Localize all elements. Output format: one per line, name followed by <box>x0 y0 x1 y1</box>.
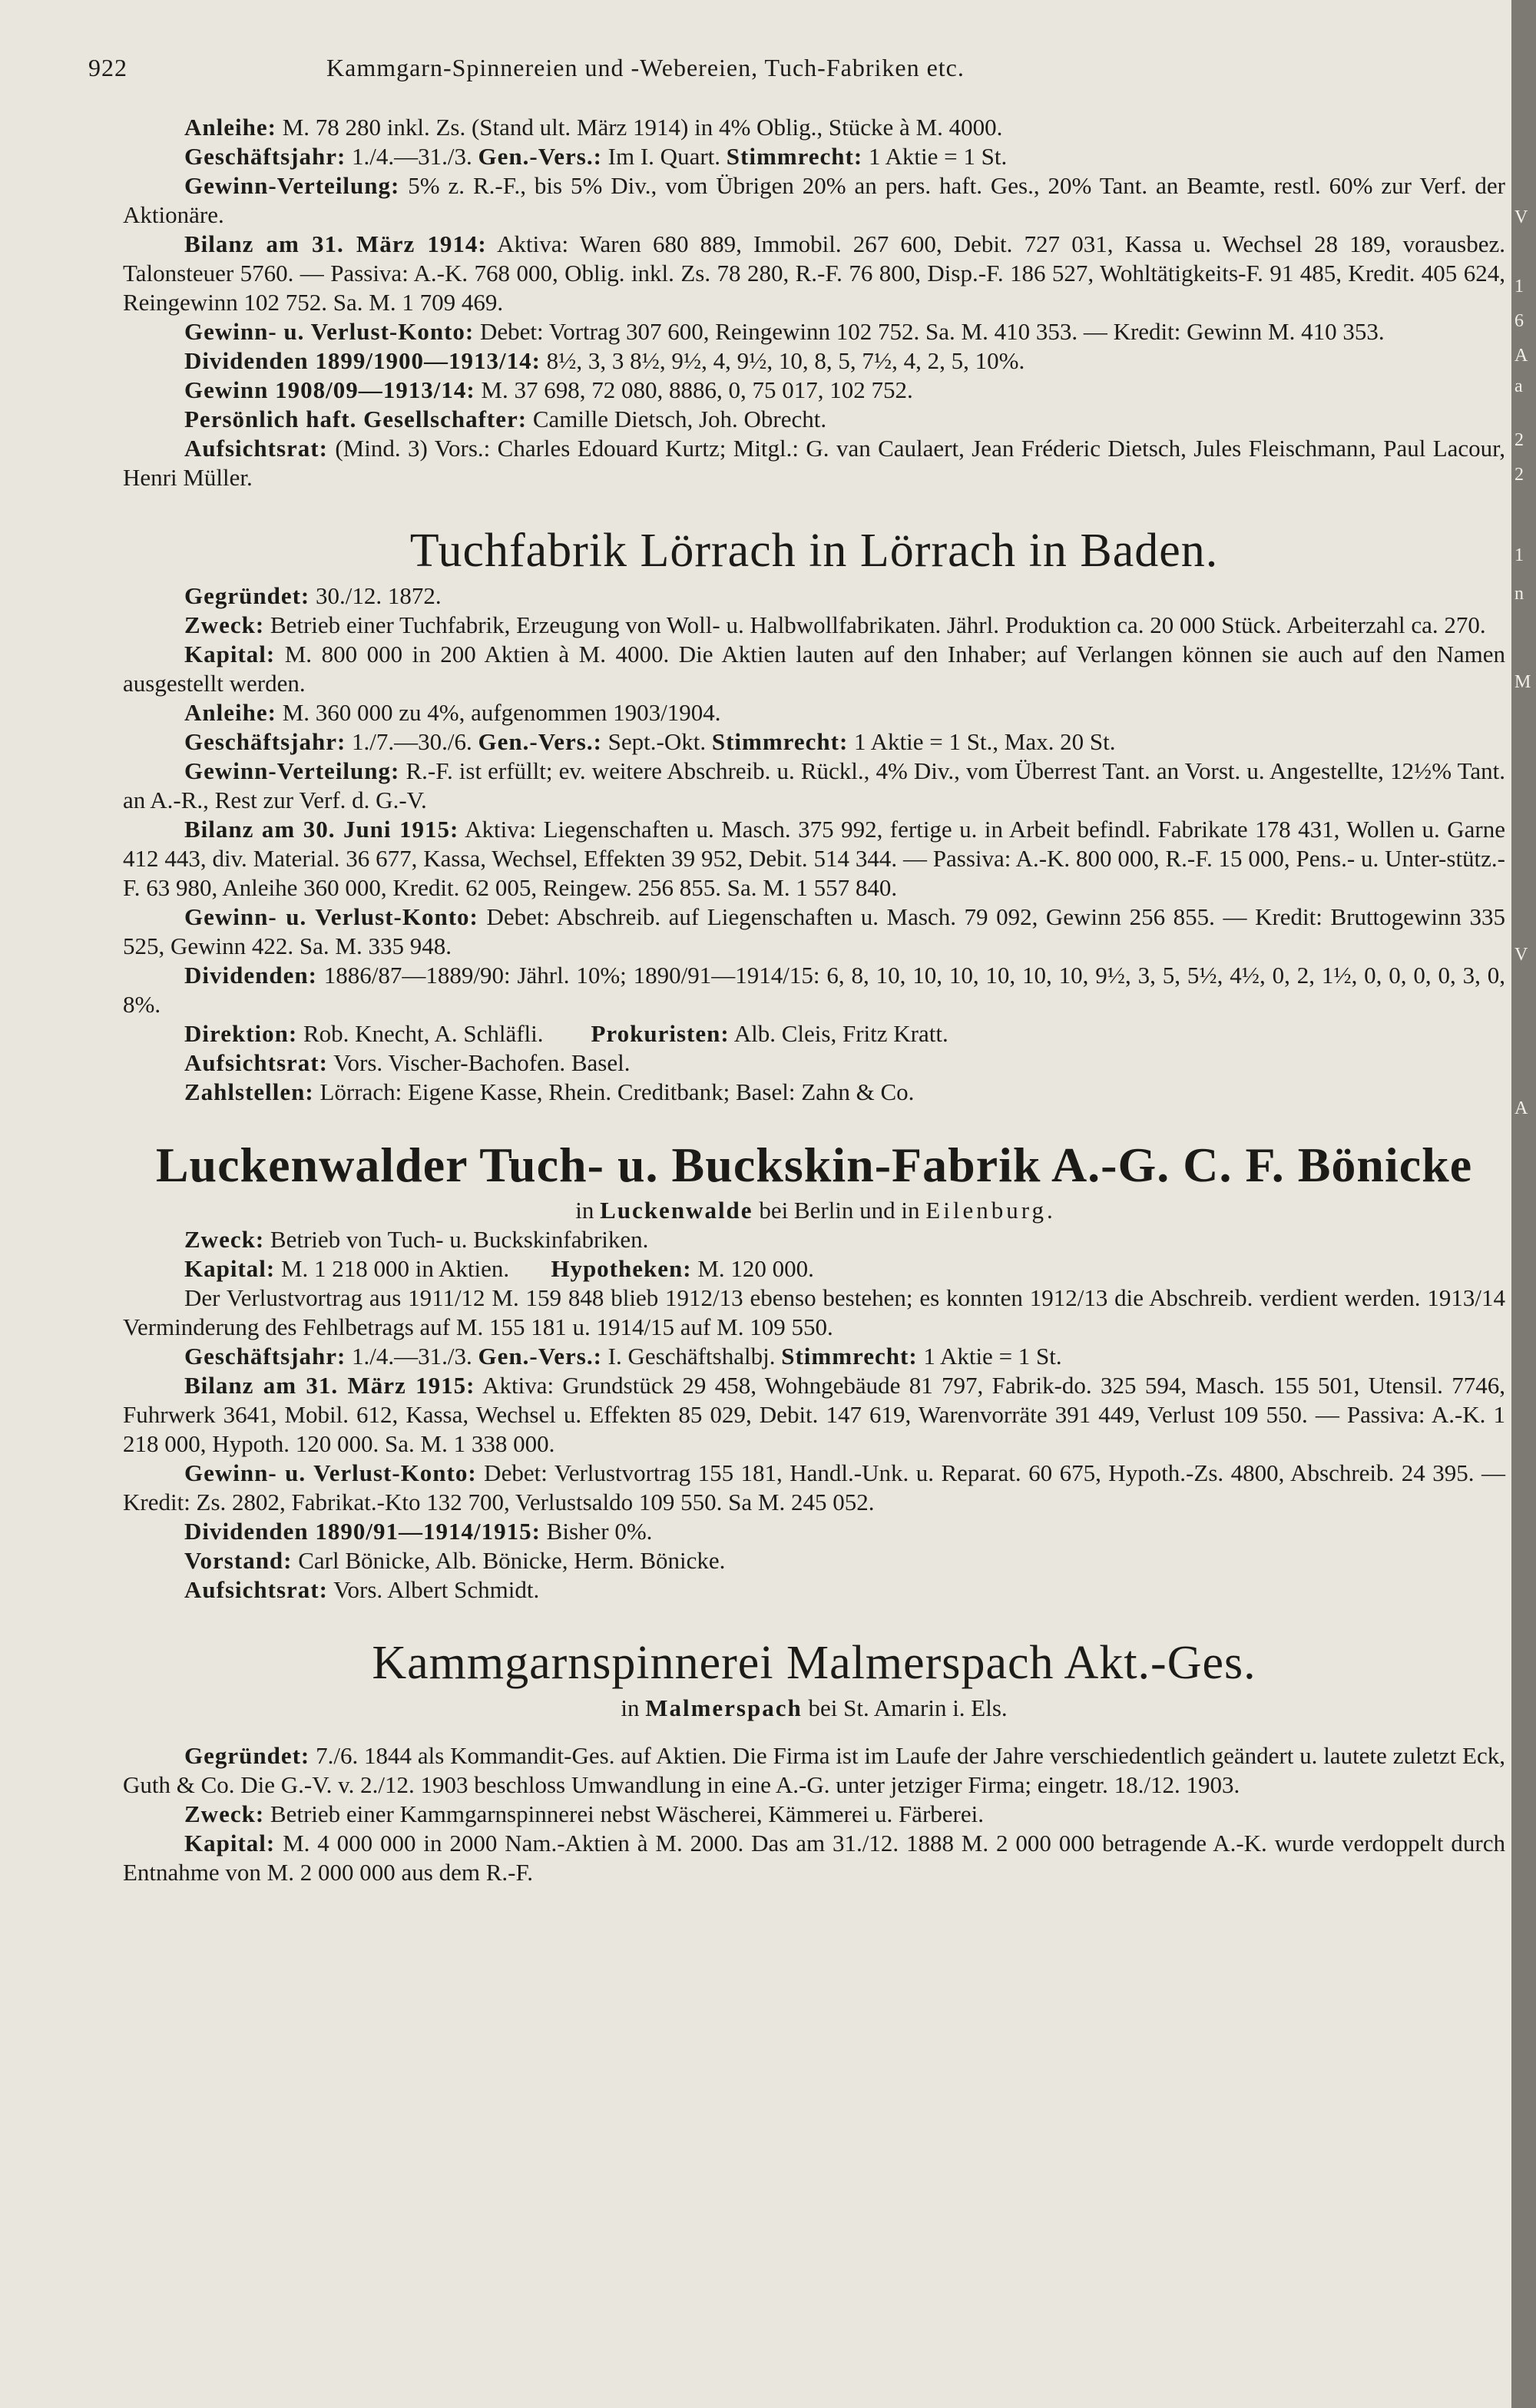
label: Gen.-Vers.: <box>478 728 602 755</box>
text: 5% z. R.-F., bis 5% Div., vom Übrigen 20% an pers. haft. Ges., 20% Tant. an Beamte, restl. 60% zur Verf. der Aktionäre. <box>123 172 1505 228</box>
edge-letter: 1 <box>1514 545 1524 565</box>
text: Aktiva: Liegenschaften u. Masch. 375 992, fertige u. in Arbeit befindl. Fabrikate 178 431, Wollen u. Garne 412 443, div. Material. 36 677, Kassa, Wechsel, Effekten 39 952, Debit. 514 344. — Passiva: A.-K. 800 000, R.-F. 15 000, Pens.- u. Unter-stütz.-F. 63 980, Anleihe 360 000, Kredit. 62 005, Reingew. 256 855. Sa. M. 1 557 840. <box>123 816 1505 901</box>
label: Gewinn 1908/09—1913/14: <box>184 376 475 403</box>
label: Dividenden: <box>184 962 317 989</box>
text: Aktiva: Waren 680 889, Immobil. 267 600, Debit. 727 031, Kassa u. Wechsel 28 189, vorausbez. Talonsteuer 5760. — Passiva: A.-K. 768 000, Oblig. inkl. Zs. 78 280, R.-F. 76 800, Disp.-F. 186 527, Wohltätigkeits-F. 91 485, Kredit. 405 624, Reingewinn 102 752. Sa. M. 1 709 469. <box>123 230 1506 316</box>
label: Stimmrecht: <box>711 728 849 755</box>
label: Stimmrecht: <box>781 1343 918 1370</box>
edge-letter: n <box>1514 584 1524 604</box>
text: Carl Bönicke, Alb. Bönicke, Herm. Bönicke. <box>292 1547 726 1574</box>
edge-letter: 6 <box>1514 311 1524 331</box>
label: Gewinn- u. Verlust-Konto: <box>184 318 475 345</box>
dividenden-entry <box>123 1517 1505 1546</box>
place: Eilenburg <box>925 1197 1047 1224</box>
label: Direktion: <box>184 1020 298 1047</box>
company-title: Luckenwalder Tuch- u. Buckskin-Fabrik A.-G. C. F. Bönicke <box>155 1138 1473 1192</box>
kapital-entry <box>123 1254 1505 1283</box>
text: R.-F. ist erfüllt; ev. weitere Abschreib. u. Rückl., 4% Div., vom Überrest Tant. an Vorst. u. Angestellte, 12½% Tant. an A.-R., Rest zur Verf. d. G.-V. <box>123 757 1505 813</box>
text: 1./4.—31./3. <box>346 143 478 170</box>
label: Persönlich haft. Gesellschafter: <box>184 406 528 432</box>
text: 8½, 3, 3 8½, 9½, 4, 9½, 10, 8, 5, 7½, 4, 2, 5, 10%. <box>540 347 1025 374</box>
geschaeftsjahr-entry <box>123 1342 1505 1371</box>
zweck-entry <box>123 611 1505 640</box>
text: Im I. Quart. <box>601 143 727 170</box>
text: Betrieb einer Tuchfabrik, Erzeugung von Woll- u. Halbwollfabrikaten. Jährl. Produktion ca. 20 000 Stück. Arbeiterzahl ca. 270. <box>264 611 1486 638</box>
label: Kapital: <box>184 1255 276 1282</box>
label: Kapital: <box>184 641 276 667</box>
text: 1886/87—1889/90: Jährl. 10%; 1890/91—1914/15: 6, 8, 10, 10, 10, 10, 10, 10, 9½, 3, 5, 5½, 4½, 0, 2, 1½, 0, 0, 0, 0, 3, 0, 8%. <box>123 962 1505 1018</box>
text: 7./6. 1844 als Kommandit-Ges. auf Aktien. Die Firma ist im Laufe der Jahre verschiedentlich geändert u. lautete zuletzt Eck, Guth & Co. Die G.-V. v. 2./12. 1903 beschloss Umwandlung in eine A.-G. unter jetziger Firma; eingetr. 18./12. 1903. <box>123 1742 1505 1798</box>
label: Bilanz am 31. März 1915: <box>184 1372 475 1399</box>
edge-letter: M <box>1514 672 1531 692</box>
text: M. 800 000 in 200 Aktien à M. 4000. Die Aktien lauten auf den Inhaber; auf Verlangen können sie auch auf den Namen ausgestellt werden. <box>123 641 1505 697</box>
kapital-entry <box>123 640 1505 698</box>
persoenlich-entry <box>123 405 1505 434</box>
running-header <box>88 54 1505 82</box>
text: M. 4 000 000 in 2000 Nam.-Aktien à M. 2000. Das am 31./12. 1888 M. 2 000 000 betragende A.-K. wurde verdoppelt durch Entnahme von M. 2 000 000 aus dem R.-F. <box>123 1830 1505 1886</box>
text: M. 120 000. <box>691 1255 814 1282</box>
dividenden-entry <box>123 961 1505 1019</box>
content <box>88 54 1506 1887</box>
text: Aktiva: Grundstück 29 458, Wohngebäude 81 797, Fabrik-do. 325 594, Masch. 155 501, Utensil. 7746, Fuhrwerk 3641, Mobil. 612, Kassa, Wechsel u. Effekten 85 029, Debit. 147 619, Warenvorräte 391 449, Verlust 109 550. — Passiva: A.-K. 1 218 000, Hypoth. 120 000. Sa. M. 1 338 000. <box>123 1372 1506 1457</box>
zweck-entry <box>123 1800 1505 1829</box>
text: . <box>1046 1197 1053 1224</box>
company-location <box>123 1694 1505 1723</box>
text: Rob. Knecht, A. Schläfli. <box>297 1020 544 1047</box>
text: Alb. Cleis, Fritz Kratt. <box>729 1020 948 1047</box>
company-luckenwalde <box>123 1134 1505 1605</box>
aufsichtsrat-entry <box>123 434 1505 492</box>
gegruendet-entry <box>123 581 1505 611</box>
company-loerrach <box>123 520 1505 1107</box>
label: Gewinn- u. Verlust-Konto: <box>184 1459 477 1486</box>
text: I. Geschäftshalbj. <box>601 1343 782 1370</box>
anleihe-entry <box>123 698 1505 727</box>
label: Zweck: <box>184 1226 265 1253</box>
text: Debet: Verlustvortrag 155 181, Handl.-Unk. u. Reparat. 60 675, Hypoth.-Zs. 4800, Abschreib. 24 395. — Kredit: Zs. 2802, Fabrikat.-Kto 132 700, Verlustsaldo 109 550. Sa M. 245 052. <box>123 1459 1505 1515</box>
edge-letter: V <box>1514 945 1528 965</box>
label: Gewinn-Verteilung: <box>184 757 400 784</box>
text: Camille Dietsch, Joh. Obrecht. <box>527 406 827 432</box>
zweck-entry <box>123 1225 1505 1254</box>
geschaeftsjahr-entry <box>123 142 1505 171</box>
text: (Mind. 3) Vors.: Charles Edouard Kurtz; Mitgl.: G. van Caulaert, Jean Fréderic Dietsch, Jules Fleischmann, Paul Lacour, Henri Müller. <box>123 435 1505 491</box>
text: in <box>621 1694 646 1721</box>
text: Betrieb von Tuch- u. Buckskinfabriken. <box>264 1226 649 1253</box>
company-title: Tuchfabrik Lörrach in Lörrach in Baden. <box>409 525 1219 577</box>
text: 1 Aktie = 1 St. <box>862 143 1008 170</box>
label: Geschäftsjahr: <box>184 728 346 755</box>
guv-entry <box>123 903 1505 961</box>
label: Geschäftsjahr: <box>184 1343 346 1370</box>
text: bei Berlin und in <box>753 1197 926 1224</box>
text: Sept.-Okt. <box>601 728 712 755</box>
text: in <box>575 1197 601 1224</box>
place: Malmerspach <box>645 1694 803 1721</box>
label: Hypotheken: <box>551 1255 692 1282</box>
label: Anleihe: <box>184 114 276 141</box>
text: bei St. Amarin i. Els. <box>802 1694 1008 1721</box>
label: Bilanz am 30. Juni 1915: <box>184 816 459 843</box>
label: Dividenden 1890/91—1914/1915: <box>184 1518 541 1545</box>
top-block <box>123 113 1505 492</box>
text: 1 Aktie = 1 St. <box>917 1343 1062 1370</box>
label: Vorstand: <box>184 1547 293 1574</box>
text: M. 360 000 zu 4%, aufgenommen 1903/1904. <box>276 699 721 726</box>
bilanz-entry <box>123 1371 1505 1459</box>
text: Bisher 0%. <box>540 1518 653 1545</box>
dividenden-entry <box>123 346 1505 376</box>
page-number: 922 <box>88 54 127 81</box>
aufsichtsrat-entry <box>123 1048 1505 1078</box>
label: Zweck: <box>184 1800 265 1827</box>
adjacent-page-edge <box>1511 0 1536 2408</box>
label: Gewinn- u. Verlust-Konto: <box>184 903 478 930</box>
label: Gegründet: <box>184 582 310 609</box>
edge-letter: A <box>1514 346 1528 366</box>
label: Aufsichtsrat: <box>184 1049 328 1076</box>
company-title: Kammgarnspinnerei Malmerspach Akt.-Ges. <box>372 1637 1256 1689</box>
text: M. 37 698, 72 080, 8886, 0, 75 017, 102 752. <box>475 376 913 403</box>
text: 30./12. 1872. <box>310 582 442 609</box>
anleihe-entry <box>123 113 1505 142</box>
label: Zahlstellen: <box>184 1078 314 1105</box>
text: 1./7.—30./6. <box>346 728 478 755</box>
zahlstellen-entry <box>123 1078 1505 1107</box>
text: Debet: Abschreib. auf Liegenschaften u. Masch. 79 092, Gewinn 256 855. — Kredit: Bruttogewinn 335 525, Gewinn 422. Sa. M. 335 948. <box>123 903 1505 959</box>
running-title: Kammgarn-Spinnereien und -Webereien, Tuch-Fabriken etc. <box>326 54 965 81</box>
label: Zweck: <box>184 611 265 638</box>
label: Gen.-Vers.: <box>478 143 602 170</box>
direktion-entry <box>123 1019 1505 1048</box>
label: Gegründet: <box>184 1742 310 1769</box>
edge-letter: 2 <box>1514 430 1524 450</box>
label: Bilanz am 31. März 1914: <box>184 230 487 257</box>
edge-letter: A <box>1514 1098 1528 1118</box>
label: Anleihe: <box>184 699 276 726</box>
text: M. 1 218 000 in Aktien. <box>275 1255 510 1282</box>
geschaeftsjahr-entry <box>123 727 1505 757</box>
label: Gewinn-Verteilung: <box>184 172 400 199</box>
edge-letter: V <box>1514 207 1528 227</box>
edge-letter: 2 <box>1514 465 1524 485</box>
label: Gen.-Vers.: <box>478 1343 602 1370</box>
guv-entry <box>123 1459 1505 1517</box>
text: Vors. Albert Schmidt. <box>327 1576 540 1603</box>
gewinn-verteilung-entry <box>123 171 1505 230</box>
edge-letter: a <box>1514 376 1523 396</box>
aufsichtsrat-entry <box>123 1575 1505 1605</box>
label: Aufsichtsrat: <box>184 1576 328 1603</box>
gewinn-entry <box>123 376 1505 405</box>
label: Stimmrecht: <box>726 143 863 170</box>
label: Geschäftsjahr: <box>184 143 346 170</box>
bilanz-entry <box>123 230 1505 317</box>
label: Kapital: <box>184 1830 276 1857</box>
guv-entry <box>123 317 1505 346</box>
company-malmerspach <box>123 1632 1505 1887</box>
text: Lörrach: Eigene Kasse, Rhein. Creditbank; Basel: Zahn & Co. <box>313 1078 915 1105</box>
vorstand-entry <box>123 1546 1505 1575</box>
label: Prokuristen: <box>591 1020 730 1047</box>
text: Vors. Vischer-Bachofen. Basel. <box>327 1049 631 1076</box>
verlustvortrag-entry: Der Verlustvortrag aus 1911/12 M. 159 848 blieb 1912/13 ebenso bestehen; es konnten 1912/13 die Abschreib. verdient werden. 1913/14 Verminderung des Fehlbetrags auf M. 155 181 u. 1914/15 auf M. 109 550. <box>123 1284 1505 1340</box>
company-location <box>123 1196 1505 1225</box>
text: 1 Aktie = 1 St., Max. 20 St. <box>848 728 1116 755</box>
label: Dividenden 1899/1900—1913/14: <box>184 347 541 374</box>
edge-letter: 1 <box>1514 277 1524 296</box>
gegruendet-entry <box>123 1741 1505 1800</box>
text: 1./4.—31./3. <box>346 1343 478 1370</box>
gewinn-verteilung-entry <box>123 757 1505 815</box>
text: M. 78 280 inkl. Zs. (Stand ult. März 1914) in 4% Oblig., Stücke à M. 4000. <box>276 114 1003 141</box>
text: Debet: Vortrag 307 600, Reingewinn 102 752. Sa. M. 410 353. — Kredit: Gewinn M. 410 353. <box>474 318 1385 345</box>
bilanz-entry <box>123 815 1505 903</box>
label: Aufsichtsrat: <box>184 435 328 462</box>
text: Betrieb einer Kammgarnspinnerei nebst Wäscherei, Kämmerei u. Färberei. <box>264 1800 984 1827</box>
kapital-entry <box>123 1829 1505 1887</box>
place: Luckenwalde <box>600 1197 753 1224</box>
